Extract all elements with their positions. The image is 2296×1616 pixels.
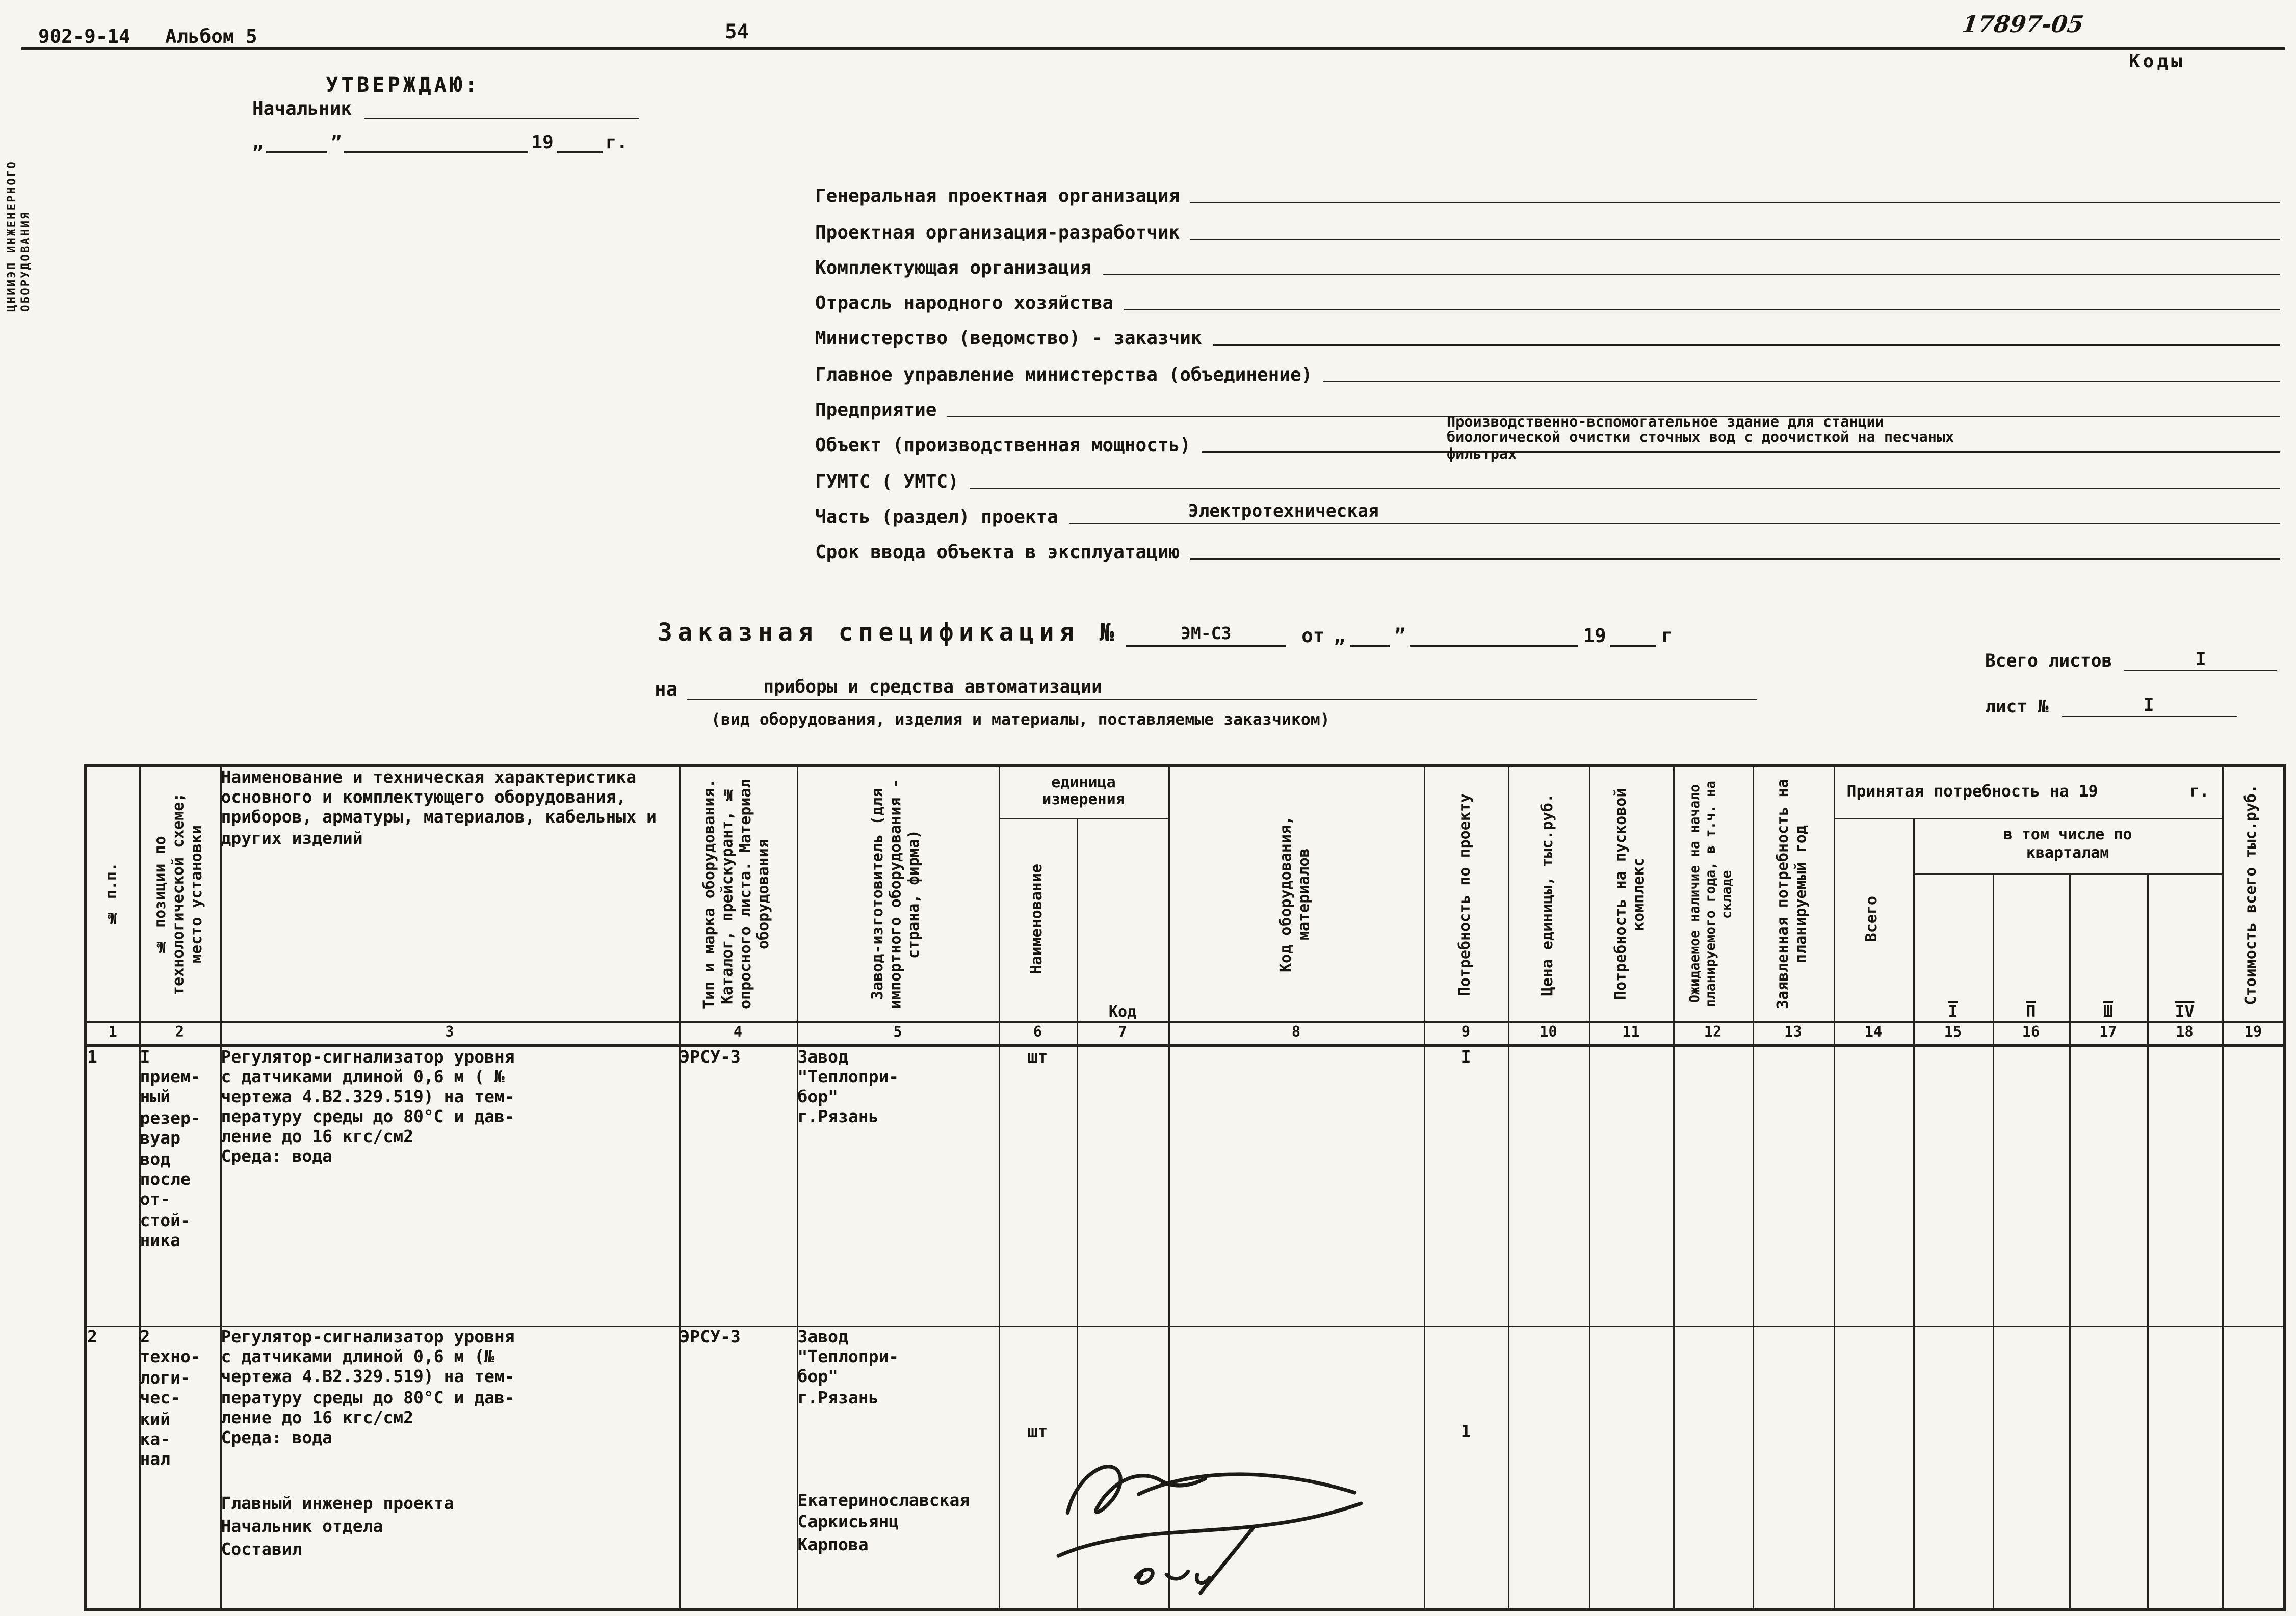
header-quarters-group: в том числе по кварталам — [1913, 818, 2222, 873]
spec-subject-note: (вид оборудования, изделия и материалы, поставляемые заказчиком) — [711, 711, 1330, 729]
empty-cell — [1993, 1327, 2069, 1609]
header-quarter-1: $\overline{I}$ — [1913, 873, 1993, 1021]
close-quote: ” — [330, 131, 342, 153]
form-line-rule — [970, 466, 2280, 489]
form-line-label: Объект (производственная мощность) — [815, 435, 1191, 457]
header-qty-project: Потребность по проекту — [1424, 766, 1508, 1021]
form-line-rule — [1069, 501, 2280, 524]
empty-cell — [2222, 1327, 2285, 1609]
column-number: 2 — [139, 1021, 220, 1045]
header-position: № позиции по технологической схеме; место установки — [139, 766, 220, 1021]
column-number: 3 — [220, 1021, 679, 1045]
sheet-number-value: I — [2061, 694, 2237, 717]
empty-cell — [1834, 1327, 1913, 1609]
from-label: от — [1301, 624, 1325, 647]
form-line-rule — [1124, 288, 2280, 311]
form-line-rule — [1190, 217, 2280, 240]
unit-cell: шт — [999, 1045, 1077, 1327]
type-mark-cell: ЭРСУ-3 — [679, 1327, 797, 1609]
header-total: Всего — [1834, 818, 1913, 1021]
form-line-rule — [1190, 181, 2280, 204]
qty-project-cell: I — [1424, 1045, 1508, 1327]
header-quarter-4: $\overline{IV}$ — [2147, 873, 2222, 1021]
column-number: 15 — [1913, 1021, 1993, 1045]
description-cell — [220, 1327, 679, 1609]
on-label: на — [655, 677, 678, 700]
header-unit-code: Код — [1077, 818, 1168, 1021]
header-startup-need: Потребность на пусковой комплекс — [1589, 766, 1673, 1021]
form-line-label: Отрасль народного хозяйства — [815, 292, 1114, 314]
open-quote: „ — [1334, 624, 1345, 647]
empty-cell — [1673, 1327, 1753, 1609]
doc-code: 902-9-14 — [38, 24, 131, 47]
form-line — [815, 278, 2280, 314]
empty-cell — [1913, 1327, 1993, 1609]
empty-cell — [1589, 1327, 1673, 1609]
spec-number: ЭМ-СЗ — [1126, 624, 1286, 647]
form-line — [815, 349, 2280, 385]
empty-cell — [1753, 1045, 1834, 1327]
form-line-label: Предприятие — [815, 399, 937, 421]
empty-cell — [1508, 1327, 1589, 1609]
form-line-label: Комплектующая организация — [815, 256, 1091, 278]
empty-cell — [1753, 1327, 1834, 1609]
header-expected-stock: Ожидаемое наличие на начало планируемого года, в т.ч. на складе — [1673, 766, 1753, 1021]
form-line — [815, 207, 2280, 243]
empty-cell — [1993, 1045, 2069, 1327]
chief-signature-line — [364, 98, 639, 119]
header-quarter-3: Ш — [2069, 873, 2147, 1021]
signoff-roles: Главный инженер проекта Начальник отдела Составил — [221, 1494, 454, 1559]
empty-cell — [1834, 1045, 1913, 1327]
form-line — [815, 527, 2280, 563]
row-number-cell: 2 — [86, 1327, 139, 1609]
open-quote: „ — [252, 131, 264, 153]
approve-chief-line — [252, 98, 639, 119]
column-number: 10 — [1508, 1021, 1589, 1045]
month-line — [345, 131, 528, 153]
header-type-mark: Тип и марка оборудования. Каталог, прейскурант, № опросного листа. Материал оборудования — [679, 766, 797, 1021]
column-number: 11 — [1589, 1021, 1673, 1045]
form-lines — [815, 171, 2280, 563]
column-number: 17 — [2069, 1021, 2147, 1045]
signature-scribble — [1049, 1440, 1373, 1605]
year-prefix: 19 — [531, 131, 554, 153]
spec-subject: приборы и средства автоматизации — [763, 676, 1102, 697]
column-number: 5 — [797, 1021, 999, 1045]
year-suffix: г. — [605, 131, 628, 153]
column-number: 12 — [1673, 1021, 1753, 1045]
project-part-value: Электротехническая — [1188, 499, 1379, 521]
form-line-rule — [1102, 252, 2280, 275]
spec-subject-row — [655, 676, 1757, 700]
position-cell: I прием- ный резер- вуар вод после от- стой- ника — [139, 1045, 220, 1327]
empty-cell — [1589, 1045, 1673, 1327]
form-line-rule — [1190, 537, 2280, 560]
manufacturer-text: Завод "Теплопри- бор" г.Рязань — [797, 1327, 899, 1408]
empty-cell — [2069, 1045, 2147, 1327]
header-unit-price: Цена единицы, тыс.руб. — [1508, 766, 1589, 1021]
column-number: 6 — [999, 1021, 1077, 1045]
qty-project-cell: 1 — [1424, 1327, 1508, 1609]
table-row — [86, 1045, 2285, 1327]
form-line-label: Срок ввода объекта в эксплуатацию — [815, 541, 1180, 563]
chief-label: Начальник — [252, 98, 352, 119]
day-line — [1350, 625, 1390, 647]
header-accepted-group: Принятая потребность на 19 г. — [1834, 766, 2222, 818]
form-line-label: Генеральная проектная организация — [815, 185, 1180, 207]
column-number: 13 — [1753, 1021, 1834, 1045]
empty-cell — [1508, 1045, 1589, 1327]
column-number: 19 — [2222, 1021, 2285, 1045]
manufacturer-cell — [797, 1327, 999, 1609]
total-sheets-value: I — [2124, 648, 2277, 671]
page-number: 54 — [725, 21, 749, 44]
month-line — [1411, 625, 1579, 647]
column-number: 18 — [2147, 1021, 2222, 1045]
spec-title: Заказная спецификация № — [658, 618, 1120, 647]
approve-title: УТВЕРЖДАЮ: — [326, 73, 481, 98]
header-rule — [21, 47, 2285, 50]
total-sheets-label: Всего листов — [1985, 650, 2112, 671]
header-unit-name: Наименование — [999, 818, 1077, 1021]
unit-cell: шт — [999, 1327, 1077, 1609]
column-number: 9 — [1424, 1021, 1508, 1045]
description-text: Регулятор-сигнализатор уровня с датчиками длиной 0,6 м (№ чертежа 4.В2.329.519) на тем- пературу среды до 80°С и дав- ление до 16 кгс/см2 Среда: вода — [221, 1327, 515, 1448]
empty-cell — [2222, 1045, 2285, 1327]
form-line — [815, 171, 2280, 207]
header-name: Наименование и техническая характеристика основного и комплектующего оборудования, приборов, арматуры, материалов, кабельных и других изделий — [220, 766, 679, 1021]
sheet-number-row — [1985, 694, 2237, 717]
column-number: 4 — [679, 1021, 797, 1045]
empty-cell — [2069, 1327, 2147, 1609]
form-line-rule — [1323, 359, 2280, 382]
header-total-cost: Стоимость всего тыс.руб. — [2222, 766, 2285, 1021]
form-line-label: Часть (раздел) проекта — [815, 506, 1058, 527]
form-line — [815, 243, 2280, 278]
year-line — [1611, 625, 1657, 647]
column-number: 8 — [1168, 1021, 1424, 1045]
header-declared-need: Заявленная потребность на планируемый год — [1753, 766, 1834, 1021]
manufacturer-cell: Завод "Теплопри- бор" г.Рязань — [797, 1045, 999, 1327]
description-cell: Регулятор-сигнализатор уровня с датчиками длиной 0,6 м ( № чертежа 4.В2.329.519) на тем- пературу среды до 80°С и дав- ление до 16 кгс/см2 Среда: вода — [220, 1045, 679, 1327]
album-label: Альбом 5 — [165, 24, 257, 47]
subject-rule — [687, 676, 1757, 700]
empty-cell — [2147, 1327, 2222, 1609]
year-suffix: г — [1661, 624, 1673, 647]
position-cell: 2 техно- логи- чес- кий ка- нал — [139, 1327, 220, 1609]
header-quarter-2: П — [1993, 873, 2069, 1021]
column-number: 1 — [86, 1021, 139, 1045]
empty-cell — [2147, 1045, 2222, 1327]
total-sheets-row — [1985, 648, 2277, 671]
column-number: 14 — [1834, 1021, 1913, 1045]
row-number-cell: 1 — [86, 1045, 139, 1327]
header-unit-group: единица измерения — [999, 766, 1168, 818]
header-manufacturer: Завод-изготовитель (для импортного оборудования - страна, фирма) — [797, 766, 999, 1021]
header-equipment-code: Код оборудования, материалов — [1168, 766, 1424, 1021]
form-line-label: Проектная организация-разработчик — [815, 221, 1180, 243]
inventory-number: 17897-05 — [1960, 11, 2085, 38]
close-quote: ” — [1394, 624, 1406, 647]
form-line-label: ГУМТС ( УМТС) — [815, 470, 959, 492]
empty-cell — [1168, 1045, 1424, 1327]
form-line-rule — [1213, 323, 2280, 346]
day-line — [267, 131, 328, 153]
side-stamp: ЦНИИЭП ИНЖЕНЕРНОГО ОБОРУДОВАНИЯ — [5, 160, 32, 312]
form-line — [815, 492, 2280, 527]
object-description: Производственно-вспомогательное здание для станции биологической очистки сточных вод с доочисткой на песчаных фильтрах — [1447, 414, 1954, 463]
codes-label: Коды — [2129, 50, 2185, 72]
spec-title-row — [658, 618, 1677, 647]
form-line-label: Главное управление министерства (объединение) — [815, 363, 1313, 385]
column-number: 16 — [1993, 1021, 2069, 1045]
form-line — [815, 314, 2280, 350]
sheet-number-label: лист № — [1985, 696, 2049, 717]
type-mark-cell: ЭРСУ-3 — [679, 1045, 797, 1327]
header-row-number: № п.п. — [86, 766, 139, 1021]
empty-cell — [1913, 1045, 1993, 1327]
approve-date-line — [252, 131, 628, 153]
signoff-names: Екатеринославская Саркисьянц Карпова — [797, 1490, 970, 1555]
year-line — [557, 131, 603, 153]
form-line-label: Министерство (ведомство) - заказчик — [815, 328, 1202, 350]
column-number: 7 — [1077, 1021, 1168, 1045]
empty-cell — [1673, 1045, 1753, 1327]
year-prefix: 19 — [1583, 624, 1606, 647]
empty-cell — [1077, 1045, 1168, 1327]
